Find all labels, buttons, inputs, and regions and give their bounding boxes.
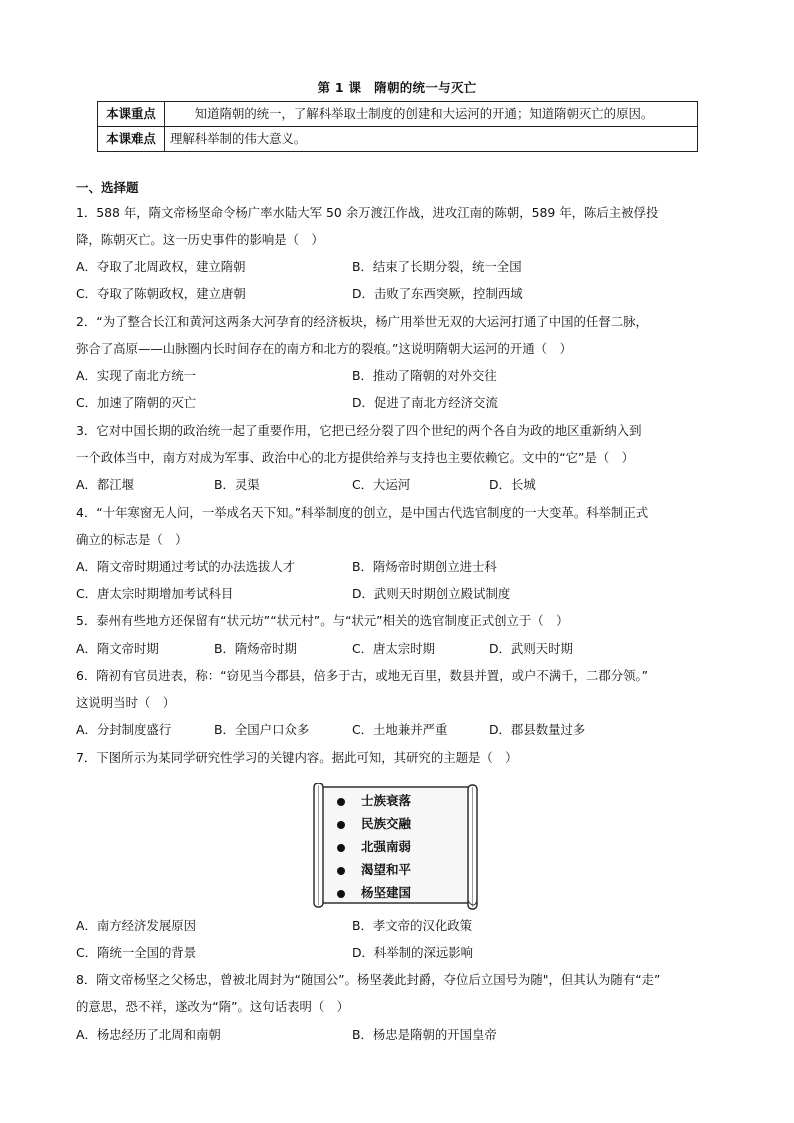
question-5-option-d: D．武则天时期: [489, 641, 573, 656]
question-3-option-b: B．灵渠: [214, 477, 260, 492]
question-3-option-c: C．大运河: [352, 477, 411, 492]
bullet-icon: [337, 890, 345, 898]
question-4-option-c: C．唐太宗时期增加考试科目: [76, 586, 234, 601]
question-4-option-a: A．隋文帝时期通过考试的办法选拔人才: [76, 559, 296, 574]
question-4-option-b: B．隋炀帝时期创立进士科: [352, 559, 497, 574]
key-points-row: [98, 102, 698, 127]
question-1-line-2: 降，陈朝灭亡。这一历史事件的影响是（ ）: [76, 232, 324, 247]
scroll-item: [337, 883, 411, 901]
question-6-line-1: 6．隋初有官员进表，称：“窃见当今郡县，倍多于古，或地无百里，数县并置，或户不满千，二郡分领。”: [76, 668, 649, 683]
lesson-goals-table: [97, 101, 698, 152]
section-title: 一、选择题: [76, 180, 139, 195]
scroll-item-text: 民族交融: [361, 816, 412, 831]
question-4-option-d: D．武则天时期创立殿试制度: [352, 586, 511, 601]
difficulty-row: [98, 127, 698, 152]
bullet-icon: [337, 798, 345, 806]
question-5-line-1: 5．泰州有些地方还保留有“状元坊”“状元村”。与“状元”相关的选官制度正式创立于（ ）: [76, 613, 569, 628]
scroll-item-text: 北强南弱: [361, 839, 412, 854]
question-6-option-c: C．土地兼并严重: [352, 722, 448, 737]
question-5-option-c: C．唐太宗时期: [352, 641, 435, 656]
question-6-option-b: B．全国户口众多: [214, 722, 310, 737]
question-8-line-2: 的意思，恐不祥，遂改为“隋”。这句话表明（ ）: [76, 999, 350, 1014]
key-points-label: 本课重点: [98, 102, 165, 127]
question-1-line-1: 1．588 年，隋文帝杨坚命令杨广率水陆大军 50 余万渡江作战，进攻江南的陈朝，589 年，陈后主被俘投: [76, 205, 659, 220]
question-7-option-d: D．科举制的深远影响: [352, 945, 474, 960]
question-3-line-1: 3．它对中国长期的政治统一起了重要作用，它把已经分裂了四个世纪的两个各自为政的地区重新纳入到: [76, 423, 642, 438]
question-7-option-a: A．南方经济发展原因: [76, 918, 196, 933]
question-6-option-a: A．分封制度盛行: [76, 722, 172, 737]
bullet-icon: [337, 867, 345, 875]
question-1-option-c: C．夺取了陈朝政权，建立唐朝: [76, 286, 246, 301]
question-3-option-d: D．长城: [489, 477, 536, 492]
question-3-option-a: A．都江堰: [76, 477, 135, 492]
question-2-option-d: D．促进了南北方经济交流: [352, 395, 498, 410]
question-8-option-a: A．杨忠经历了北周和南朝: [76, 1027, 221, 1042]
question-2-line-1: 2．“为了整合长江和黄河这两条大河孕育的经济板块，杨广用举世无双的大运河打通了中国的任督二脉，: [76, 314, 648, 329]
lesson-title: 第 1 课 隋朝的统一与灭亡: [317, 80, 477, 95]
question-1-option-d: D．击败了东西突厥，控制西域: [352, 286, 523, 301]
key-points-text: 知道隋朝的统一，了解科举取士制度的创建和大运河的开通；知道隋朝灭亡的原因。: [165, 102, 698, 127]
bullet-icon: [337, 844, 345, 852]
scroll-item: [337, 814, 411, 832]
bullet-icon: [337, 821, 345, 829]
scroll-item-text: 杨坚建国: [361, 885, 412, 900]
question-7-option-c: C．隋统一全国的背景: [76, 945, 197, 960]
scroll-item: [337, 791, 411, 809]
question-2-option-a: A．实现了南北方统一: [76, 368, 196, 383]
question-2-option-b: B．推动了隋朝的对外交往: [352, 368, 497, 383]
question-2-line-2: 弥合了高原——山脉圈内长时间存在的南方和北方的裂痕。”这说明隋朝大运河的开通（ ）: [76, 341, 572, 356]
question-8-option-b: B．杨忠是隋朝的开国皇帝: [352, 1027, 497, 1042]
scroll-item: [337, 860, 411, 878]
question-2-option-c: C．加速了隋朝的灭亡: [76, 395, 197, 410]
question-7-option-b: B．孝文帝的汉化政策: [352, 918, 473, 933]
question-7-line-1: 7．下图所示为某同学研究性学习的关键内容。据此可知，其研究的主题是（ ）: [76, 750, 518, 765]
question-4-line-1: 4．“十年寒窗无人问，一举成名天下知。”科举制度的创立，是中国古代选官制度的一大变革。科举制正式: [76, 505, 649, 520]
question-4-line-2: 确立的标志是（ ）: [76, 532, 188, 547]
question-6-option-d: D．郡县数量过多: [489, 722, 586, 737]
difficulty-label: 本课难点: [98, 127, 165, 152]
question-5-option-b: B．隋炀帝时期: [214, 641, 297, 656]
scroll-item-text: 士族衰落: [361, 793, 412, 808]
question-5-option-a: A．隋文帝时期: [76, 641, 159, 656]
question-6-line-2: 这说明当时（ ）: [76, 695, 176, 710]
difficulty-text: 理解科举制的伟大意义。: [165, 127, 698, 152]
scroll-figure: [311, 783, 481, 911]
question-1-option-b: B．结束了长期分裂，统一全国: [352, 259, 522, 274]
question-8-line-1: 8．隋文帝杨坚之父杨忠，曾被北周封为“随国公”。杨坚袭此封爵，夺位后立国号为随"，但其认为随有“走”: [76, 972, 661, 987]
scroll-item: [337, 837, 411, 855]
question-1-option-a: A．夺取了北周政权，建立隋朝: [76, 259, 246, 274]
scroll-item-text: 渴望和平: [361, 862, 412, 877]
question-3-line-2: 一个政体当中，南方对成为军事、政治中心的北方提供给养与支持也主要依赖它。文中的“它”是（ ）: [76, 450, 635, 465]
